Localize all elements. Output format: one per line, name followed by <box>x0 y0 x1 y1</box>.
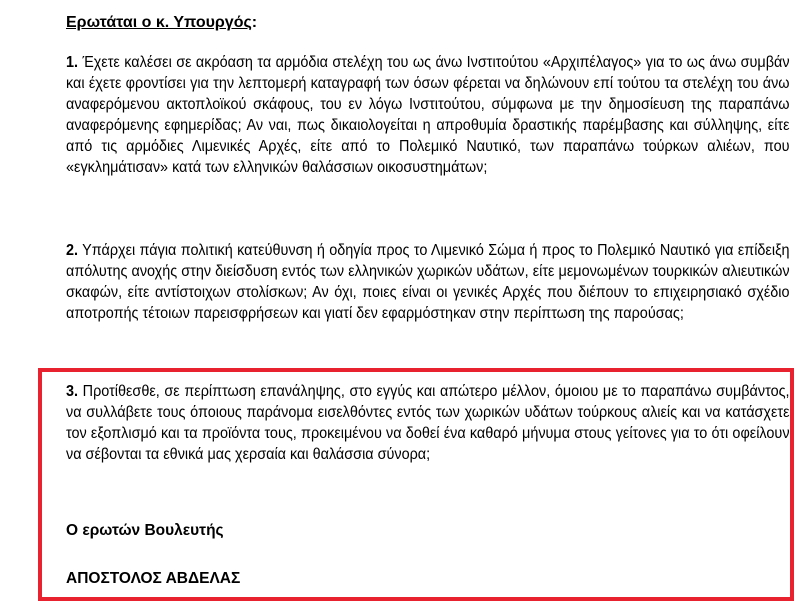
signature-name: ΑΠΟΣΤΟΛΟΣ ΑΒΔΕΛΑΣ <box>66 570 241 587</box>
question-heading <box>66 14 257 32</box>
question-3-number: 3. <box>66 383 79 400</box>
question-1 <box>66 52 790 178</box>
heading-colon: : <box>251 14 258 31</box>
signature-title: Ο ερωτών Βουλευτής <box>66 522 224 539</box>
question-3-text: Προτίθεσθε, σε περίπτωση επανάληψης, στο εγγύς και απώτερο μέλλον, όμοιου με το παραπάνω συμβάντος, να συλλάβετε τους όποιους παράνομα εισελθόντες εντός των χωρικών υδάτων τούρκους αλιείς και να κατάσχετε τον εξοπλισμό και τα προϊόντα τους, προκειμένου να δοθεί ένα καθαρό μήνυμα στους γείτονες για το ότι οφείλουν να σέβονται τα εθνικά μας χερσαία και θαλάσσια σύνορα; <box>66 383 790 463</box>
question-2-text: Υπάρχει πάγια πολιτική κατεύθυνση ή οδηγία προς το Λιμενικό Σώμα ή προς το Πολεμικό Ναυτικό για επίδειξη απόλυτης ανοχής στην διείσδυση εντός των ελληνικών χωρικών υδάτων, είτε μεμονωμένων τουρκικών αλιευτικών σκαφών, είτε αντίστοιχων στολίσκων; Αν όχι, ποιες είναι οι γενικές Αρχές που διέπουν το επιχειρησιακό σχέδιο αποτροπής τέτοιων παρεισφρήσεων και γιατί δεν εφαρμόστηκαν στην περίπτωση της παρούσας; <box>66 242 790 322</box>
question-2 <box>66 240 790 324</box>
question-1-number: 1. <box>66 54 79 71</box>
question-3 <box>66 381 790 465</box>
heading-text: Ερωτάται ο κ. Υπουργός <box>66 14 252 31</box>
question-2-number: 2. <box>66 242 79 259</box>
question-1-text: Έχετε καλέσει σε ακρόαση τα αρμόδια στελέχη του ως άνω Ινστιτούτου «Αρχιπέλαγος» για το ως άνω συμβάν και έχετε φροντίσει για την λεπτομερή καταγραφή των όσων φέρεται να δηλώνουν επί τούτου τα στελέχη του άνω αναφερόμενου ακτοπλοϊκού σκάφους, του εν λόγω Ινστιτούτου, σύμφωνα με την δημοσίευση της παραπάνω αναφερόμενης εφημερίδας; Αν ναι, πως δικαιολογείται η απροθυμία δραστικής παρέμβασης και σύλληψης, είτε από τις αρμόδιες Λιμενικές Αρχές, είτε από το Πολεμικό Ναυτικό, των παραπάνω τούρκων αλιέων, που «εγκλημάτισαν» κατά των ελληνικών θαλάσσιων οικοσυστημάτων; <box>66 54 790 176</box>
